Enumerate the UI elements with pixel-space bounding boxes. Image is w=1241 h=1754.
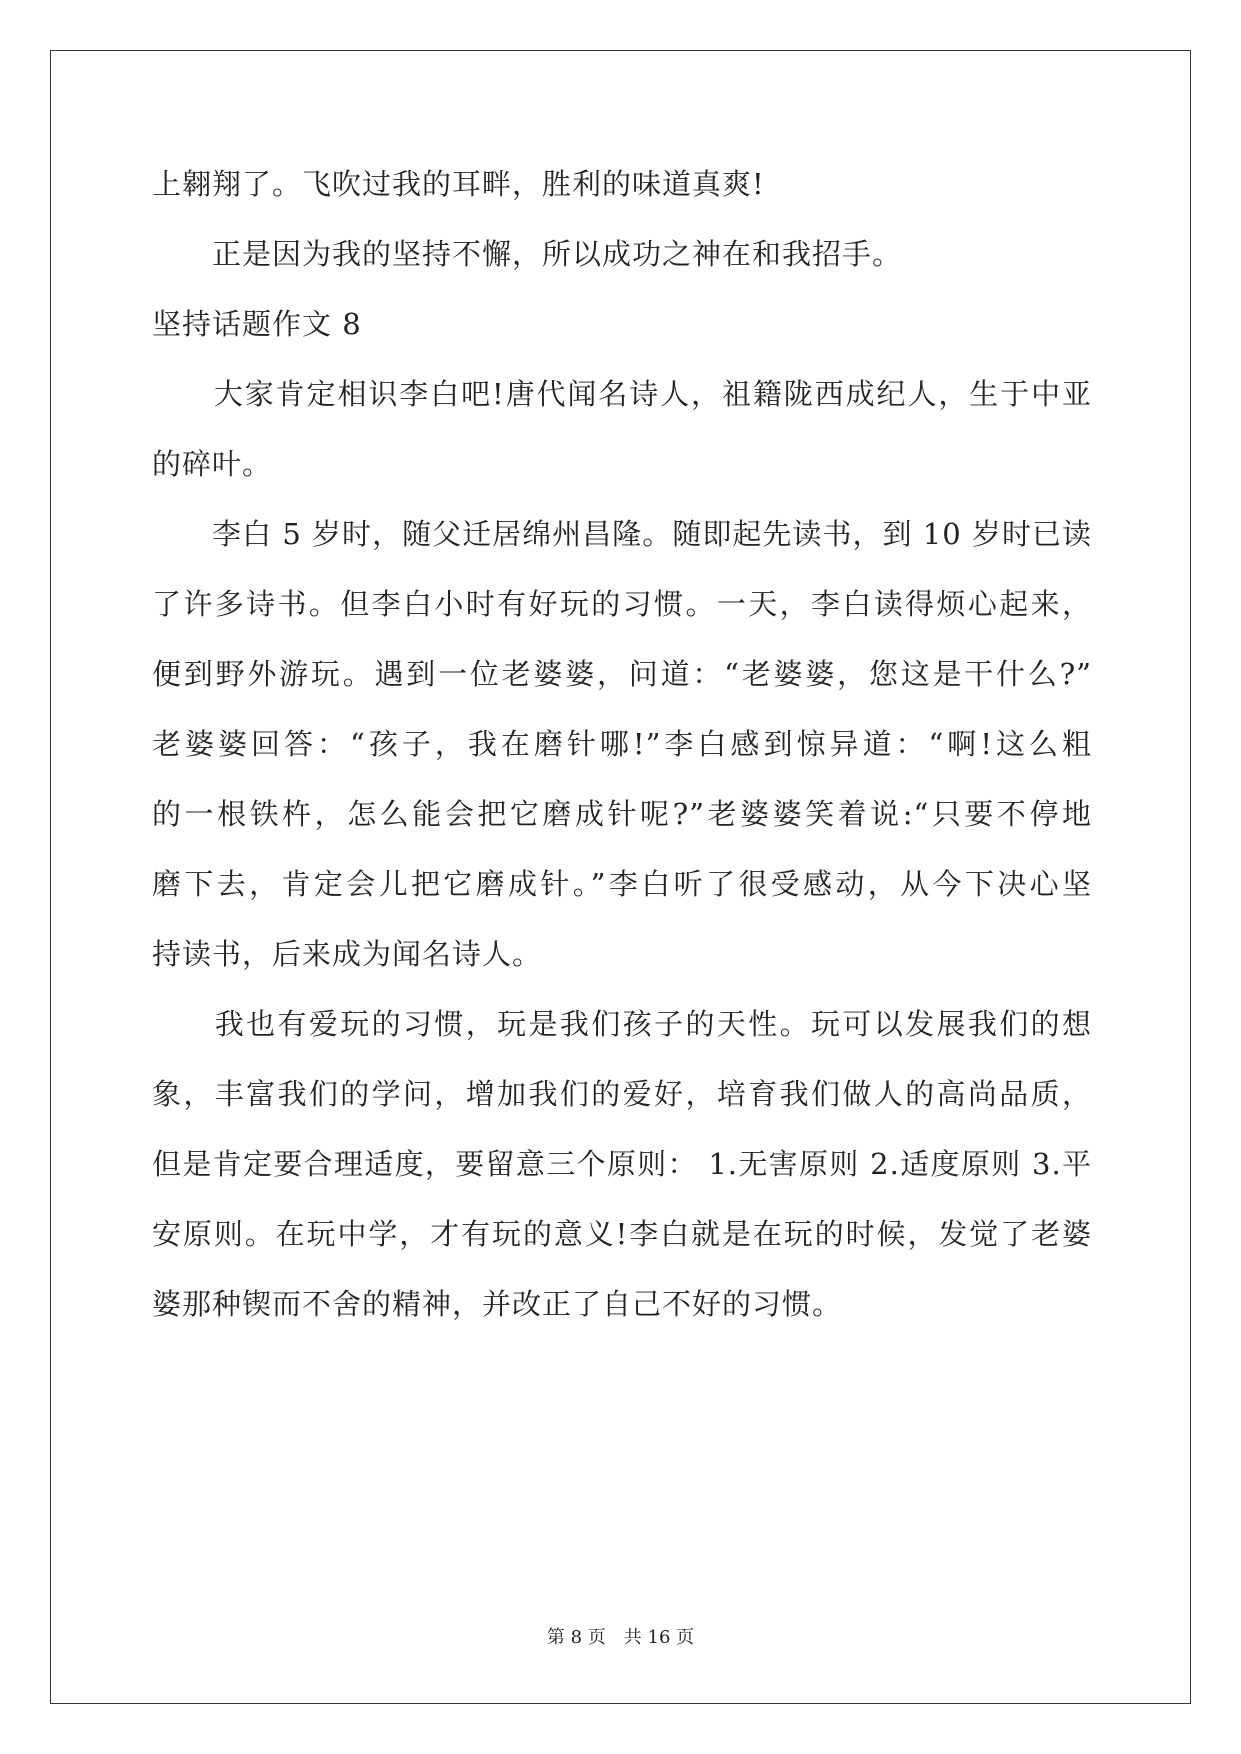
text-line: 上翱翔了。飞吹过我的耳畔，胜利的味道真爽! [152, 167, 765, 201]
text-line: 了许多诗书。但李白小时有好玩的习惯。一天，李白读得烦心起来， [152, 587, 1092, 621]
text-line: 李白 5 岁时，随父迁居绵州昌隆。随即起先读书，到 10 岁时已读 [152, 517, 1092, 551]
text-line: 磨下去，肯定会儿把它磨成针。”李白听了很受感动，从今下决心坚 [152, 867, 1092, 901]
page-number-current: 第 8 页 [546, 1627, 606, 1648]
text-line: 我也有爱玩的习惯，玩是我们孩子的天性。玩可以发展我们的想 [152, 1007, 1092, 1041]
text-line: 安原则。在玩中学，才有玩的意义!李白就是在玩的时候，发觉了老婆 [152, 1217, 1092, 1251]
text-line: 的一根铁杵，怎么能会把它磨成针呢?”老婆婆笑着说:“只要不停地 [152, 797, 1092, 831]
text-line: 正是因为我的坚持不懈，所以成功之神在和我招手。 [152, 237, 903, 271]
text-line: 但是肯定要合理适度，要留意三个原则： 1.无害原则 2.适度原则 3.平 [152, 1147, 1092, 1181]
page-number-total: 共 16 页 [623, 1627, 695, 1648]
text-line: 大家肯定相识李白吧!唐代闻名诗人，祖籍陇西成纪人，生于中亚 [152, 377, 1092, 411]
text-line: 象，丰富我们的学问，增加我们的爱好，培育我们做人的高尚品质， [152, 1077, 1092, 1111]
text-line: 婆那种锲而不舍的精神，并改正了自己不好的习惯。 [152, 1287, 843, 1321]
text-line: 持读书，后来成为闻名诗人。 [152, 937, 543, 971]
section-heading: 坚持话题作文 8 [152, 307, 362, 341]
text-line: 便到野外游玩。遇到一位老婆婆，问道：“老婆婆，您这是干什么?” [152, 657, 1092, 691]
page-footer [0, 1626, 1241, 1650]
text-line: 老婆婆回答：“孩子，我在磨针哪!”李白感到惊异道：“啊!这么粗 [152, 727, 1092, 761]
text-line: 的碎叶。 [152, 447, 273, 481]
